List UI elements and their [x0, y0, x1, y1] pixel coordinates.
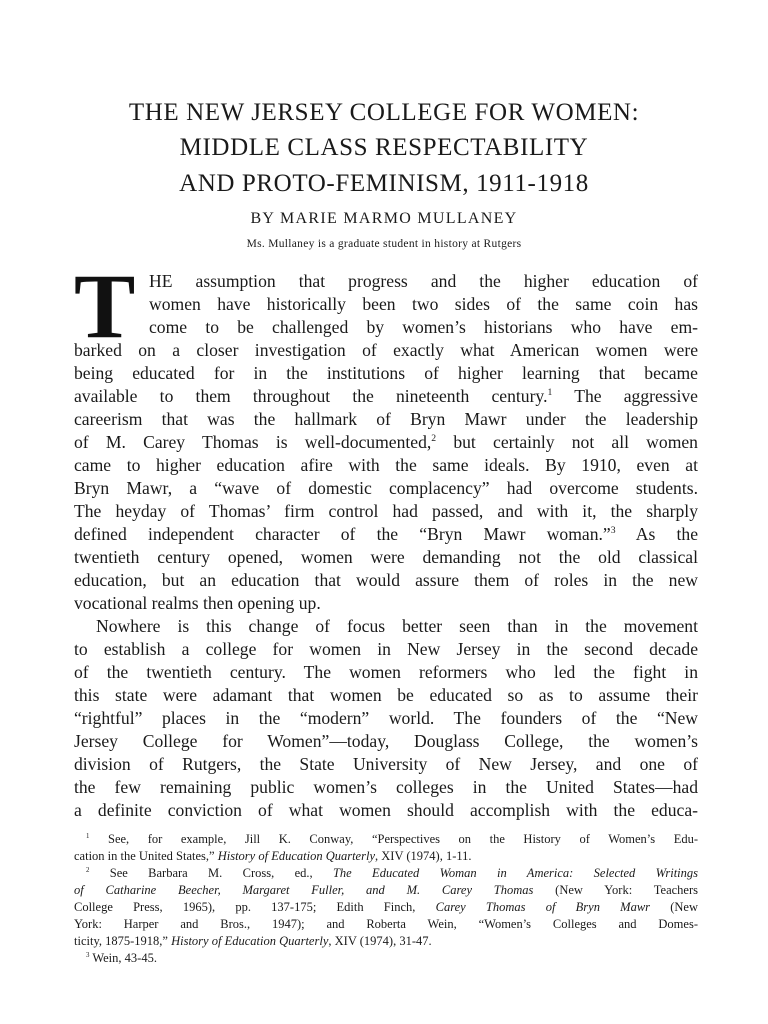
footnote-text: See Barbara M. Cross, ed.,	[89, 866, 333, 880]
body-line	[74, 526, 698, 544]
footnote-text: , XIV (1974), 31-47.	[328, 934, 432, 948]
body-line: come to be challenged by women’s historians who have em-	[149, 317, 698, 337]
footnote-text: (New	[650, 900, 699, 914]
body-line-text: defined independent character of the “Bryn Mawr woman.”	[74, 524, 611, 544]
footnote-text: (New York: Teachers	[533, 883, 698, 897]
body-line: education, but an education that would assure them of roles in the new	[74, 570, 698, 590]
footnote-ref-1[interactable]: 1	[547, 387, 553, 399]
footnote-2-cont: York: Harper and Bros., 1947); and Roberta Wein, “Women’s Colleges and Domes-	[74, 917, 698, 931]
footnote-ref-3[interactable]: 3	[610, 525, 616, 537]
body-line: to establish a college for women in New Jersey in the second decade	[74, 639, 698, 659]
footnote-1-cont	[74, 850, 698, 863]
body-line-text: The aggressive	[552, 386, 698, 406]
book-title: of Catharine Beecher, Margaret Fuller, and M. Carey Thomas	[74, 883, 534, 897]
drop-cap: T	[74, 255, 136, 357]
body-line: careerism that was the hallmark of Bryn Mawr under the leadership	[74, 409, 698, 429]
body-line: women have historically been two sides of the same coin has	[149, 294, 698, 314]
body-line: twentieth century opened, women were demanding not the old classical	[74, 547, 698, 567]
body-line: this state were adamant that women be educated so as to assume their	[74, 685, 698, 705]
body-line-text: of M. Carey Thomas is well-documented,	[74, 432, 432, 452]
footnote-text: College Press, 1965), pp. 137-175; Edith Finch,	[74, 900, 436, 914]
body-line: Jersey College for Women”—today, Douglass College, the women’s	[74, 731, 698, 751]
body-line: the few remaining public women’s colleges in the United States—had	[74, 777, 698, 797]
body-line: vocational realms then opening up.	[74, 593, 321, 613]
body-line-text: but certainly not all women	[436, 432, 698, 452]
footnote-text: See, for example, Jill K. Conway, “Perspectives on the History of Women’s Edu-	[89, 832, 698, 846]
article-title-line-2: MIDDLE CLASS RESPECTABILITY	[179, 134, 589, 161]
body-line: barked on a closer investigation of exactly what American women were	[74, 340, 698, 360]
body-line: HE assumption that progress and the higher education of	[149, 271, 698, 291]
article-title-line-1: THE NEW JERSEY COLLEGE FOR WOMEN:	[128, 99, 640, 126]
footnote-text: ticity, 1875-1918,”	[74, 934, 172, 948]
footnote-marker: 3	[86, 952, 90, 960]
footnote-text: , XIV (1974), 1-11.	[375, 849, 472, 863]
footnote-text: cation in the United States,”	[74, 849, 218, 863]
author-byline: BY MARIE MARMO MULLANEY	[250, 210, 518, 227]
body-line: Bryn Mawr, a “wave of domestic complacency” had overcome students.	[74, 478, 698, 498]
body-line: “rightful” places in the “modern” world. The founders of the “New	[74, 708, 698, 728]
body-line: division of Rutgers, the State University of New Jersey, and one of	[74, 754, 698, 774]
footnote-2-cont	[74, 935, 698, 948]
body-line: of the twentieth century. The women reformers who led the fight in	[74, 662, 698, 682]
body-line-text: available to them throughout the nineteenth century.	[74, 386, 548, 406]
body-line	[74, 388, 698, 406]
footnote-marker: 2	[86, 867, 90, 875]
footnote-ref-2[interactable]: 2	[431, 433, 437, 445]
footnote-text: Wein, 43-45.	[89, 951, 157, 965]
book-title: Carey Thomas of Bryn Mawr	[435, 900, 651, 914]
footnote-2-cont	[74, 901, 698, 914]
body-line: a definite conviction of what women should accomplish with the educa-	[74, 800, 698, 820]
body-line: came to higher education afire with the same ideals. By 1910, even at	[74, 455, 698, 475]
book-title: The Educated Woman in America: Selected Writings	[332, 866, 699, 880]
body-line: being educated for in the institutions of higher learning that became	[74, 363, 698, 383]
footnote-marker: 1	[86, 833, 90, 841]
journal-title: History of Education Quarterly	[171, 934, 329, 948]
body-line-text: As the	[615, 524, 699, 544]
body-line	[74, 434, 698, 452]
footnote-3	[74, 952, 698, 965]
body-line: The heyday of Thomas’ firm control had passed, and with it, the sharply	[74, 501, 698, 521]
author-affiliation: Ms. Mullaney is a graduate student in history at Rutgers	[246, 238, 522, 250]
body-line: Nowhere is this change of focus better seen than in the movement	[96, 616, 698, 636]
footnote-2	[74, 867, 698, 880]
journal-title: History of Education Quarterly	[217, 849, 375, 863]
footnote-1	[74, 833, 698, 846]
footnote-2-cont	[74, 884, 698, 897]
article-title-line-3: AND PROTO-FEMINISM, 1911-1918	[179, 170, 589, 197]
